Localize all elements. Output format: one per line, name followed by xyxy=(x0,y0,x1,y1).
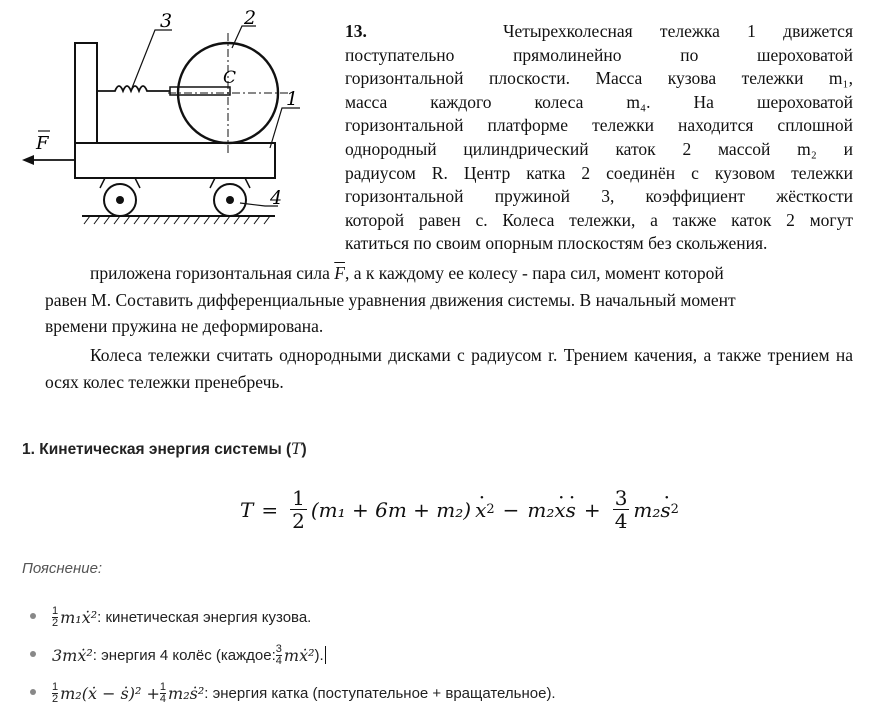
problem-line: горизонтальной пружиной 3, коэффициент жёсткости xyxy=(345,186,853,207)
formula-lhs: T xyxy=(240,497,254,522)
fraction: 1 2 xyxy=(52,680,59,705)
fraction: 1 2 xyxy=(52,604,59,629)
problem-line: Четырехколесная тележка 1 движется xyxy=(503,21,853,41)
text-segment: , а к каждому ее колесу - пара сил, момент которой xyxy=(344,263,724,283)
fraction-three-quarters: $\frac{3}{4}$ xyxy=(614,486,628,533)
item-math: m₂ṡ² xyxy=(168,683,205,703)
fraction: 3 4 xyxy=(275,642,282,667)
list-item xyxy=(30,674,556,712)
label-3: 3 xyxy=(160,10,173,32)
text-line: времени пружина не деформирована. xyxy=(45,316,324,336)
problem-line: катиться по своим опорным плоскостям без скольжения. xyxy=(345,233,768,254)
section-title-text: 1. Кинетическая энергия системы ( xyxy=(22,441,292,458)
formula-eq: = xyxy=(261,497,279,522)
problem-line: которой равен c. Колеса тележки, а также каток 2 могут xyxy=(345,209,853,230)
problem-statement xyxy=(345,20,853,256)
formula-xdot: x · xyxy=(554,498,565,522)
item-text: : энергия 4 колёс (каждое: xyxy=(92,646,276,664)
list-item xyxy=(30,598,556,636)
explanation-list xyxy=(30,598,556,712)
explanation-label: Пояснение: xyxy=(22,560,103,577)
item-math: mẋ² xyxy=(283,645,315,665)
section-title-close: ) xyxy=(301,441,307,458)
formula-sdot: s · xyxy=(566,498,576,522)
text-cursor xyxy=(325,646,326,664)
section-title xyxy=(22,440,307,459)
label-4: 4 xyxy=(270,187,283,209)
section-symbol: T xyxy=(291,440,302,458)
item-math: m₁ẋ² xyxy=(60,607,98,627)
item-text: ). xyxy=(314,646,324,664)
problem-line: поступательно прямолинейно по шероховатой xyxy=(345,44,853,65)
formula-minus: − xyxy=(502,497,520,522)
force-label: F xyxy=(36,133,49,154)
formula-xdot: x · xyxy=(475,498,486,522)
cart-post xyxy=(75,43,97,143)
problem-number: 13. xyxy=(345,21,367,41)
wheel-left xyxy=(100,178,140,216)
text-line: равен M. Составить дифференциальные уравнения движения системы. В начальный момент xyxy=(45,289,736,310)
force-symbol: $\overline{F}$ xyxy=(334,263,345,283)
problem-line: горизонтальной платформе тележки находится сплошной xyxy=(345,115,853,136)
list-item xyxy=(30,636,556,674)
problem-line: горизонтальной плоскости. Масса кузова тележки m₁, xyxy=(345,68,853,89)
label-1: 1 xyxy=(286,88,299,110)
spring xyxy=(97,86,170,91)
label-c: C xyxy=(223,68,237,88)
assumptions-paragraph: Колеса тележки считать однородными дисками с радиусом r. Трением качения, а также трением на осях колес тележки пренебречь. xyxy=(45,345,853,392)
fraction-half: $\frac{1}{2}$ xyxy=(292,486,305,533)
formula-plus: + xyxy=(583,497,601,522)
formula-m2: m₂ xyxy=(527,497,555,522)
formula-m2: m₂ xyxy=(633,497,661,522)
kinetic-energy-formula xyxy=(240,487,679,532)
trolley-diagram xyxy=(20,8,340,238)
item-text: : кинетическая энергия кузова. xyxy=(97,608,312,626)
text-segment: приложена горизонтальная сила xyxy=(90,263,330,283)
cart-platform xyxy=(75,143,275,178)
item-math: 3mẋ² xyxy=(52,645,93,665)
problem-line: радиусом R. Центр катка 2 соединён с кузовом тележки xyxy=(345,162,853,183)
problem-continuation xyxy=(45,260,853,340)
label-2: 2 xyxy=(244,8,257,29)
item-math: m₂(ẋ − ṡ)² + xyxy=(60,683,160,703)
item-text: : энергия катка (поступательное + вращательное). xyxy=(204,684,556,702)
formula-exp: 2 xyxy=(670,502,679,517)
problem-line: масса каждого колеса m₄. На шероховатой xyxy=(345,91,853,112)
formula-sdot: s · xyxy=(660,498,670,522)
problem-line: однородный цилиндрический каток 2 массой m₂ и xyxy=(345,138,853,159)
formula-exp: 2 xyxy=(486,502,495,517)
formula-mass-sum: (m₁ + 6m + m₂) xyxy=(310,497,472,522)
fraction: $\frac{1}{4}$ xyxy=(159,680,167,705)
wheel-right xyxy=(210,178,250,216)
